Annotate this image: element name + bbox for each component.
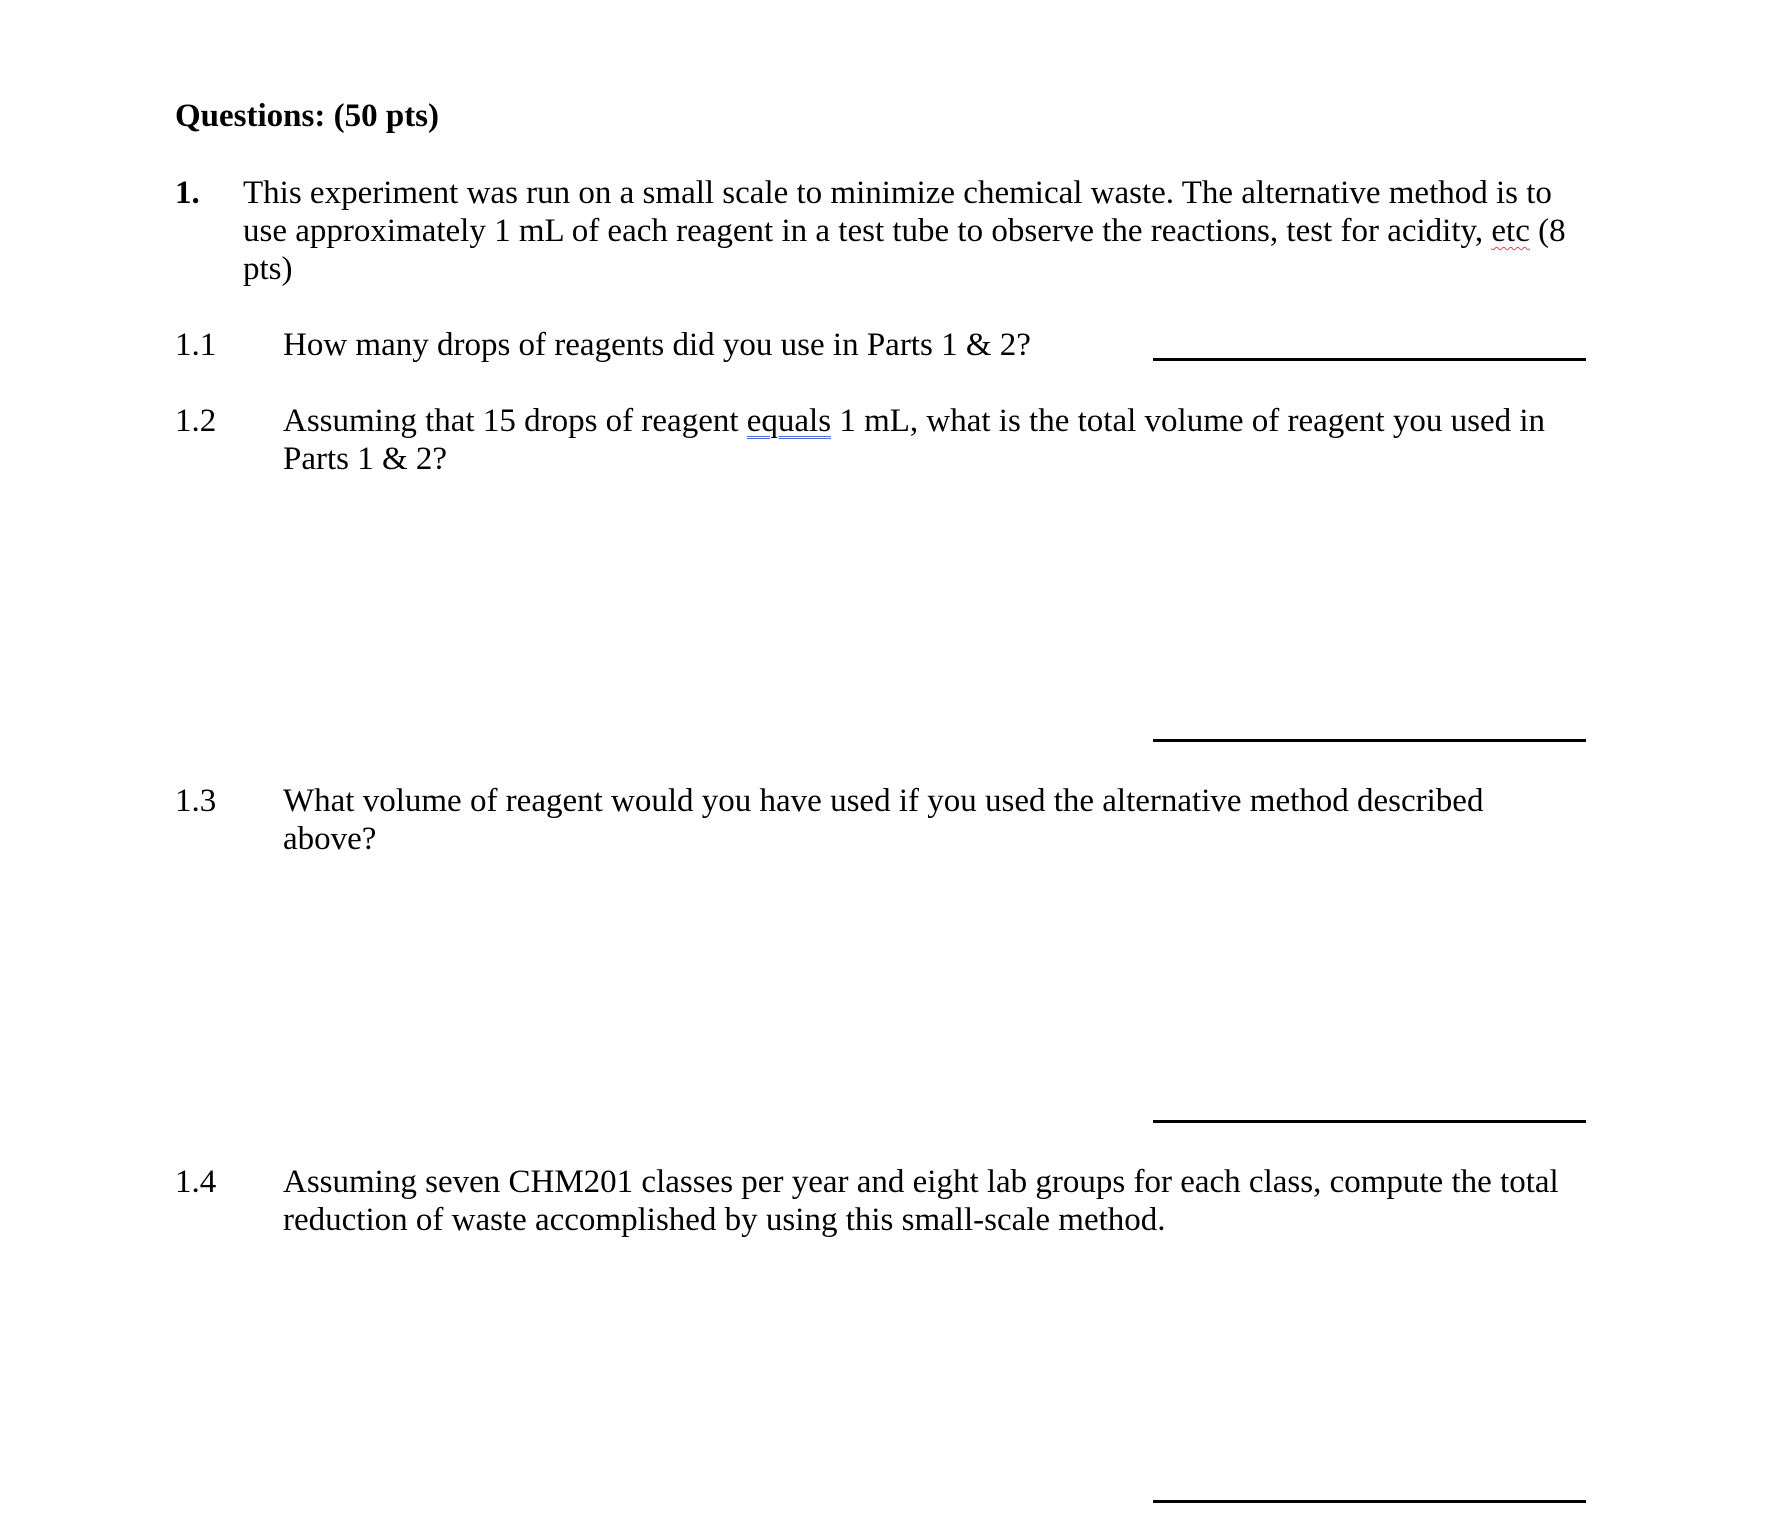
spellcheck-flagged-word: etc <box>1491 213 1530 249</box>
sub-question-1-1-text: How many drops of reagents did you use in Parts 1 & 2? <box>283 327 1031 363</box>
question-1-text-part: (8 pts) <box>243 213 1566 287</box>
sub-question-1-2-text-part: 1 mL, what is the total volume of reagent you used in Parts 1 & 2? <box>283 403 1546 477</box>
sub-question-1-1-number: 1.1 <box>175 327 217 363</box>
sub-question-1-4-number: 1.4 <box>175 1164 217 1200</box>
sub-question-1-3-text: What volume of reagent would you have used if you used the alternative method described above? <box>283 783 1484 857</box>
sub-question-1-4-text: Assuming seven CHM201 classes per year and eight lab groups for each class, compute the total reduction of waste accomplished by using this small-scale method. <box>283 1164 1559 1238</box>
question-1-number: 1. <box>175 175 200 211</box>
sub-question-1-2-number: 1.2 <box>175 403 217 439</box>
sub-question-1-3-number: 1.3 <box>175 783 217 819</box>
section-heading: Questions: (50 pts) <box>175 98 440 134</box>
answer-line-1-2[interactable] <box>1153 739 1586 742</box>
question-1-text-part: This experiment was run on a small scale to minimize chemical waste. The alternative method is to use approximately 1 mL of each reagent in a test tube to observe the reactions, test for acidity, <box>243 175 1552 249</box>
answer-line-1-1[interactable] <box>1153 358 1586 361</box>
grammar-flagged-word: equals <box>746 403 832 439</box>
answer-line-1-4[interactable] <box>1153 1500 1586 1503</box>
sub-question-1-2-text-part: Assuming that 15 drops of reagent <box>283 403 747 439</box>
answer-line-1-3[interactable] <box>1153 1120 1586 1123</box>
question-1-text <box>243 174 1593 288</box>
sub-question-1-2-text <box>283 402 1593 478</box>
